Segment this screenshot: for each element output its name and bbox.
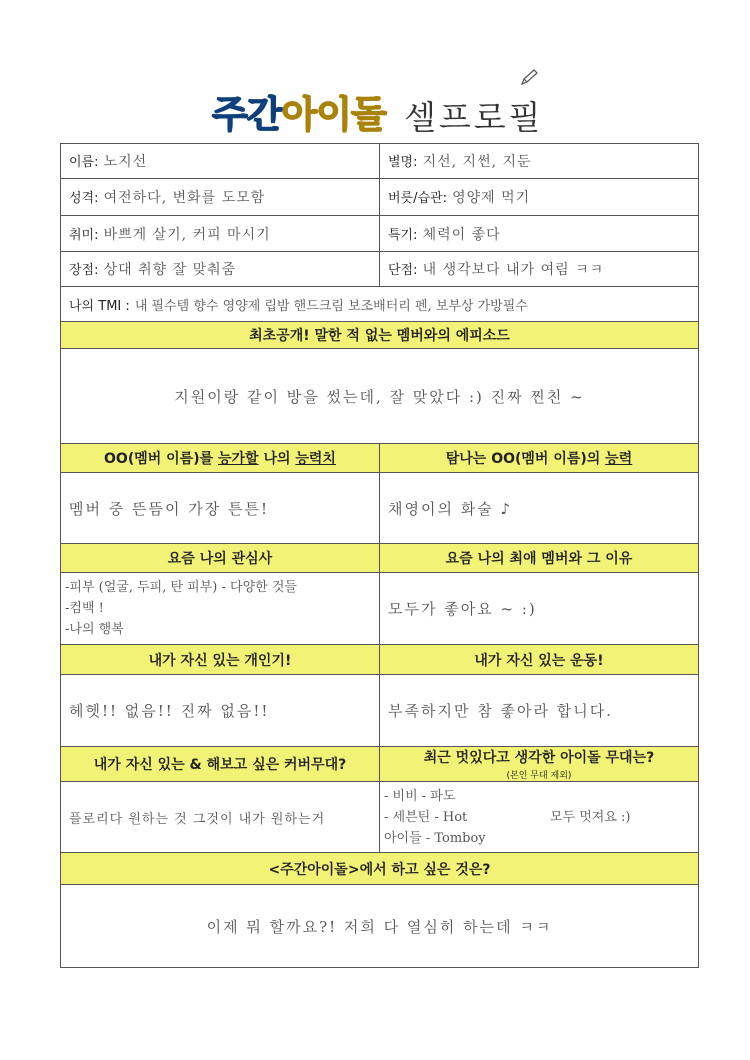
recent-stage-note: 모두 멋져요 :) bbox=[550, 810, 631, 825]
interest-list bbox=[61, 573, 380, 645]
cover-stage-answer: 플로리다 원하는 것 그것이 내가 원하는거 bbox=[61, 782, 380, 853]
pencil-icon bbox=[520, 68, 540, 86]
ability-right-header-text: 탐나는 OO(멤버 이름)의 bbox=[445, 451, 606, 467]
recent-stage-header-text: 최근 멋있다고 생각한 아이돌 무대는? bbox=[423, 750, 655, 766]
logo-text-part2: 아이돌 bbox=[281, 93, 386, 136]
recent-stage-header bbox=[380, 747, 699, 782]
sport-skill-header: 내가 자신 있는 운동! bbox=[380, 645, 699, 675]
answer-row bbox=[61, 675, 699, 747]
name-label: 이름: bbox=[69, 155, 99, 170]
interest-left-header: 요즘 나의 관심사 bbox=[61, 544, 380, 573]
personal-skill-answer: 헤헷!! 없음!! 진짜 없음!! bbox=[61, 675, 380, 747]
hobby-value: 바쁘게 살기, 커피 마시기 bbox=[103, 226, 271, 243]
ability-right-answer: 채영이의 화술 ♪ bbox=[380, 473, 699, 544]
strength-value: 상대 취향 잘 맞춰줌 bbox=[103, 262, 237, 278]
wish-header: <주간아이돌>에서 하고 싶은 것은? bbox=[61, 853, 699, 885]
hobby-label: 취미: bbox=[69, 227, 99, 243]
ability-left-header-underline1: 능가할 bbox=[218, 451, 259, 467]
list-item: -나의 행복 bbox=[65, 622, 124, 637]
list-item: - 비비 - 파도 bbox=[384, 788, 456, 804]
talent-cell bbox=[380, 216, 699, 252]
list-item: - 세븐틴 - Hot bbox=[384, 809, 468, 825]
page-title: 셀프로필 bbox=[404, 98, 544, 137]
answer-row bbox=[61, 573, 699, 645]
recent-stage-answer bbox=[380, 782, 699, 853]
strength-cell bbox=[61, 252, 380, 287]
answer-row bbox=[61, 349, 699, 444]
personal-skill-header: 내가 자신 있는 개인기! bbox=[61, 645, 380, 675]
talent-label: 특기: bbox=[388, 227, 418, 243]
answer-row bbox=[61, 885, 699, 968]
tmi-label: 나의 TMI : bbox=[69, 298, 130, 314]
weakness-value: 내 생각보다 내가 여림 ㅋㅋ bbox=[422, 262, 605, 278]
talent-value: 체력이 좋다 bbox=[422, 226, 501, 243]
episode-answer: 지원이랑 같이 방을 썼는데, 잘 맞았다 :) 진짜 찐친 ~ bbox=[61, 349, 699, 444]
name-cell bbox=[61, 144, 380, 179]
recent-stage-subheader: (본인 무대 제외) bbox=[506, 771, 572, 781]
answer-row bbox=[61, 473, 699, 544]
strength-label: 장점: bbox=[69, 263, 99, 278]
section-header-row bbox=[61, 853, 699, 885]
info-row bbox=[61, 252, 699, 287]
habit-label: 버릇/습관: bbox=[388, 191, 447, 206]
ability-right-header bbox=[380, 444, 699, 473]
wish-answer: 이제 뭐 할까요?! 저희 다 열심히 하는데 ㅋㅋ bbox=[61, 885, 699, 968]
habit-cell bbox=[380, 179, 699, 216]
info-row bbox=[61, 216, 699, 252]
list-item: -컴백 ! bbox=[65, 601, 104, 616]
ability-left-header-underline2: 능력치 bbox=[295, 451, 336, 467]
section-header-row bbox=[61, 444, 699, 473]
interest-right-header: 요즘 나의 최애 멤버와 그 이유 bbox=[380, 544, 699, 573]
section-header-row bbox=[61, 747, 699, 782]
nickname-cell bbox=[380, 144, 699, 179]
ability-left-header-mid: 나의 bbox=[258, 451, 296, 467]
tmi-value: 내 필수템 향수 영양제 립밤 핸드크림 보조배터리 펜, 보부상 가방필수 bbox=[134, 298, 528, 314]
tmi-row bbox=[61, 287, 699, 322]
self-profile-form bbox=[60, 143, 699, 968]
name-value: 노지선 bbox=[103, 154, 148, 170]
ability-left-header bbox=[61, 444, 380, 473]
ability-right-header-underline: 능력 bbox=[605, 451, 633, 467]
list-item: 아이들 - Tomboy bbox=[384, 830, 486, 846]
personality-value: 여전하다, 변화를 도모함 bbox=[103, 190, 266, 206]
section-header-row bbox=[61, 645, 699, 675]
show-logo bbox=[212, 84, 386, 138]
sport-skill-answer: 부족하지만 참 좋아라 합니다. bbox=[380, 675, 699, 747]
personality-label: 성격: bbox=[69, 191, 99, 206]
logo-text-part1: 주간 bbox=[212, 93, 282, 136]
nickname-value: 지선, 지썬, 지둔 bbox=[422, 154, 532, 170]
habit-value: 영양제 먹기 bbox=[452, 190, 531, 206]
ability-left-answer: 멤버 중 뜬뜸이 가장 튼튼! bbox=[61, 473, 380, 544]
favorite-member-answer: 모두가 좋아요 ~ :) bbox=[380, 573, 699, 645]
list-item: -피부 (얼굴, 두피, 탄 피부) - 다양한 것들 bbox=[65, 580, 297, 595]
weakness-cell bbox=[380, 252, 699, 287]
nickname-label: 별명: bbox=[388, 155, 418, 170]
answer-row bbox=[61, 782, 699, 853]
info-row bbox=[61, 144, 699, 179]
ability-left-header-text: OO(멤버 이름)를 bbox=[104, 451, 218, 467]
episode-header: 최초공개! 말한 적 없는 멤버와의 에피소드 bbox=[61, 322, 699, 349]
section-header-row bbox=[61, 544, 699, 573]
hobby-cell bbox=[61, 216, 380, 252]
weakness-label: 단점: bbox=[388, 263, 418, 278]
page-header bbox=[0, 70, 750, 140]
info-row bbox=[61, 179, 699, 216]
section-header-row bbox=[61, 322, 699, 349]
personality-cell bbox=[61, 179, 380, 216]
tmi-cell bbox=[61, 287, 699, 322]
cover-stage-header: 내가 자신 있는 & 해보고 싶은 커버무대? bbox=[61, 747, 380, 782]
